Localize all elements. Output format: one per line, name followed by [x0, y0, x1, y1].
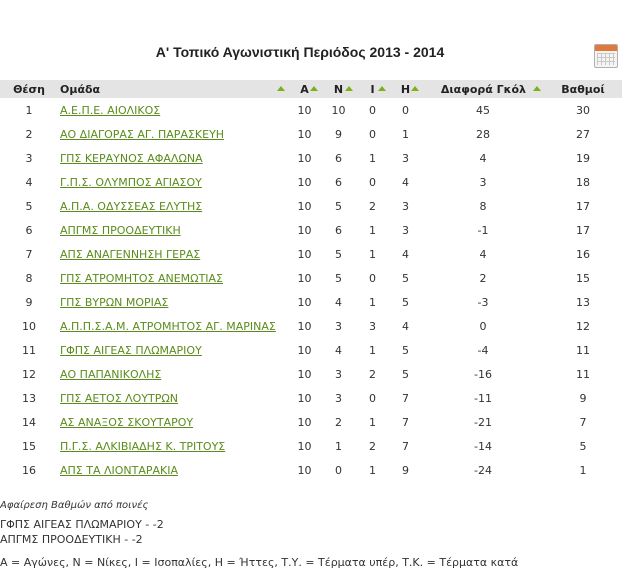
cell-goal-diff: 0	[479, 319, 487, 333]
column-header-wins[interactable]	[321, 80, 356, 98]
cell-draws: 1	[369, 415, 376, 429]
team-link[interactable]: ΑΠΣ ΑΝΑΓΕΝΝΗΣΗ ΓΕΡΑΣ	[60, 247, 201, 261]
cell-team	[58, 194, 288, 218]
cell-played: 10	[297, 247, 312, 261]
table-row	[0, 434, 622, 458]
column-header-losses[interactable]	[389, 80, 422, 98]
cell-points: 7	[579, 415, 587, 429]
cell-points: 12	[576, 319, 590, 333]
column-header-team-label: Ομάδα	[60, 82, 101, 96]
cell-goal-diff: -24	[474, 463, 492, 477]
cell-wins: 6	[335, 223, 342, 237]
cell-pos: 16	[22, 463, 36, 477]
cell-points: 17	[576, 223, 590, 237]
cell-goal-diff: -3	[477, 295, 489, 309]
cell-pos: 8	[25, 271, 33, 285]
cell-team	[58, 122, 288, 146]
cell-played: 10	[297, 199, 312, 213]
team-link[interactable]: ΑΟ ΔΙΑΓΟΡΑΣ ΑΓ. ΠΑΡΑΣΚΕΥΗ	[60, 127, 225, 141]
cell-goal-diff: 4	[479, 247, 487, 261]
sort-arrow-icon[interactable]	[345, 86, 353, 91]
team-link[interactable]: ΑΠΓΜΣ ΠΡΟΟΔΕΥΤΙΚΗ	[60, 223, 181, 237]
table-row	[0, 338, 622, 362]
standings-table	[0, 80, 622, 482]
sort-arrow-icon[interactable]	[277, 86, 285, 91]
table-row	[0, 170, 622, 194]
cell-losses: 0	[402, 103, 409, 117]
column-header-team[interactable]	[58, 80, 288, 98]
cell-played: 10	[297, 295, 312, 309]
cell-wins: 2	[335, 415, 342, 429]
team-link[interactable]: ΓΠΣ ΑΕΤΟΣ ΛΟΥΤΡΩΝ	[60, 391, 179, 405]
cell-wins: 0	[335, 463, 342, 477]
cell-pos: 15	[22, 439, 36, 453]
cell-draws: 2	[369, 199, 376, 213]
calendar-icon[interactable]	[594, 44, 618, 68]
cell-wins: 5	[335, 247, 342, 261]
table-row	[0, 458, 622, 482]
cell-wins: 4	[335, 343, 342, 357]
cell-losses: 3	[402, 223, 409, 237]
cell-pos: 9	[25, 295, 33, 309]
column-header-points[interactable]: Βαθμοί	[544, 80, 622, 98]
cell-team	[58, 290, 288, 314]
cell-losses: 4	[402, 319, 409, 333]
cell-wins: 10	[331, 103, 346, 117]
column-header-goal-diff-label: Διαφορά Γκόλ	[440, 82, 526, 96]
cell-team	[58, 458, 288, 482]
cell-wins: 1	[335, 439, 342, 453]
column-header-played[interactable]	[288, 80, 321, 98]
table-row	[0, 122, 622, 146]
cell-pos: 4	[25, 175, 33, 189]
cell-losses: 7	[402, 439, 409, 453]
team-link[interactable]: ΑΟ ΠΑΠΑΝΙΚΟΛΗΣ	[60, 367, 162, 381]
cell-losses: 3	[402, 199, 409, 213]
cell-points: 5	[579, 439, 587, 453]
cell-losses: 5	[402, 295, 409, 309]
cell-pos: 6	[25, 223, 33, 237]
table-row	[0, 266, 622, 290]
penalty-notes	[0, 500, 164, 548]
cell-losses: 3	[402, 151, 409, 165]
cell-goal-diff: 28	[476, 127, 490, 141]
cell-wins: 5	[335, 199, 342, 213]
table-row	[0, 362, 622, 386]
column-header-draws[interactable]	[356, 80, 389, 98]
team-link[interactable]: ΑΠΣ ΤΑ ΛΙΟΝΤΑΡΑΚΙΑ	[60, 463, 179, 477]
sort-arrow-icon[interactable]	[378, 86, 386, 91]
column-header-played-label: Α	[300, 82, 309, 96]
cell-goal-diff: 45	[476, 103, 490, 117]
cell-draws: 0	[369, 103, 376, 117]
table-row	[0, 242, 622, 266]
cell-draws: 2	[369, 367, 376, 381]
cell-pos: 13	[22, 391, 36, 405]
team-link[interactable]: Α.Π.Α. ΟΔΥΣΣΕΑΣ ΕΛΥΤΗΣ	[60, 199, 203, 213]
cell-pos: 2	[25, 127, 33, 141]
cell-played: 10	[297, 343, 312, 357]
cell-team	[58, 314, 288, 338]
penalty-note: ΑΠΓΜΣ ΠΡΟΟΔΕΥΤΙΚΗ - -2	[0, 533, 143, 546]
cell-wins: 3	[335, 367, 342, 381]
cell-draws: 2	[369, 439, 376, 453]
cell-draws: 1	[369, 151, 376, 165]
cell-losses: 4	[402, 175, 409, 189]
cell-played: 10	[297, 439, 312, 453]
cell-losses: 9	[402, 463, 409, 477]
cell-wins: 3	[335, 391, 342, 405]
cell-played: 10	[297, 319, 312, 333]
cell-played: 10	[297, 151, 312, 165]
cell-goal-diff: 4	[479, 151, 487, 165]
cell-losses: 5	[402, 271, 409, 285]
cell-points: 11	[576, 367, 590, 381]
penalty-notes-heading: Αφαίρεση Βαθμών από ποινές	[0, 500, 149, 511]
team-link[interactable]: Γ.Π.Σ. ΟΛΥΜΠΟΣ ΑΓΙΑΣΟΥ	[60, 175, 202, 189]
cell-played: 10	[297, 415, 312, 429]
cell-points: 1	[579, 463, 587, 477]
cell-played: 10	[297, 463, 312, 477]
cell-draws: 1	[369, 343, 376, 357]
cell-played: 10	[297, 367, 312, 381]
cell-team	[58, 146, 288, 170]
cell-losses: 5	[402, 367, 409, 381]
table-row	[0, 386, 622, 410]
cell-pos: 1	[25, 103, 33, 117]
cell-team	[58, 170, 288, 194]
column-header-losses-label: Η	[400, 82, 411, 96]
team-link[interactable]: ΓΠΣ ΑΤΡΟΜΗΤΟΣ ΑΝΕΜΩΤΙΑΣ	[60, 271, 224, 285]
team-link[interactable]: ΓΠΣ ΒΥΡΩΝ ΜΟΡΙΑΣ	[60, 295, 169, 309]
column-header-pos[interactable]: Θέση	[0, 80, 58, 98]
cell-draws: 1	[369, 463, 376, 477]
cell-pos: 11	[22, 343, 36, 357]
cell-team	[58, 386, 288, 410]
column-header-draws-label: Ι	[370, 82, 375, 96]
sort-arrow-icon[interactable]	[411, 86, 419, 91]
cell-pos: 12	[22, 367, 36, 381]
cell-pos: 10	[22, 319, 36, 333]
cell-goal-diff: 8	[479, 199, 487, 213]
cell-team	[58, 338, 288, 362]
cell-wins: 9	[335, 127, 342, 141]
cell-team	[58, 98, 288, 122]
cell-played: 10	[297, 271, 312, 285]
column-header-goal-diff[interactable]	[422, 80, 544, 98]
cell-team	[58, 266, 288, 290]
cell-pos: 3	[25, 151, 33, 165]
cell-goal-diff: -4	[477, 343, 489, 357]
cell-pos: 5	[25, 199, 33, 213]
table-row	[0, 290, 622, 314]
cell-draws: 1	[369, 223, 376, 237]
sort-arrow-icon[interactable]	[310, 86, 318, 91]
cell-goal-diff: -1	[477, 223, 489, 237]
cell-wins: 3	[335, 319, 342, 333]
cell-wins: 6	[335, 151, 342, 165]
cell-losses: 4	[402, 247, 409, 261]
cell-pos: 14	[22, 415, 36, 429]
cell-points: 16	[576, 247, 590, 261]
table-row	[0, 218, 622, 242]
table-row	[0, 98, 622, 122]
cell-pos: 7	[25, 247, 33, 261]
cell-draws: 0	[369, 271, 376, 285]
cell-draws: 3	[369, 319, 376, 333]
team-link[interactable]: Α.Ε.Π.Ε. ΑΙΟΛΙΚΟΣ	[60, 103, 161, 117]
team-link[interactable]: Α.Π.Π.Σ.Α.Μ. ΑΤΡΟΜΗΤΟΣ ΑΓ. ΜΑΡΙΝΑΣ	[60, 319, 276, 333]
table-row	[0, 410, 622, 434]
cell-goal-diff: 3	[479, 175, 487, 189]
cell-team	[58, 434, 288, 458]
cell-wins: 5	[335, 271, 342, 285]
cell-team	[58, 410, 288, 434]
team-link[interactable]: Π.Γ.Σ. ΑΛΚΙΒΙΑΔΗΣ Κ. ΤΡΙΤΟΥΣ	[60, 439, 226, 453]
cell-team	[58, 242, 288, 266]
table-row	[0, 146, 622, 170]
cell-points: 19	[576, 151, 590, 165]
cell-draws: 1	[369, 247, 376, 261]
sort-arrow-icon[interactable]	[533, 86, 541, 91]
cell-wins: 6	[335, 175, 342, 189]
cell-losses: 7	[402, 415, 409, 429]
column-header-wins-label: Ν	[333, 82, 344, 96]
cell-points: 15	[576, 271, 590, 285]
cell-points: 17	[576, 199, 590, 213]
cell-losses: 1	[402, 127, 409, 141]
cell-played: 10	[297, 103, 312, 117]
cell-goal-diff: 2	[479, 271, 487, 285]
cell-points: 9	[579, 391, 587, 405]
cell-played: 10	[297, 175, 312, 189]
cell-goal-diff: -21	[474, 415, 492, 429]
cell-goal-diff: -11	[474, 391, 492, 405]
cell-played: 10	[297, 223, 312, 237]
cell-draws: 0	[369, 175, 376, 189]
cell-points: 11	[576, 343, 590, 357]
cell-points: 27	[576, 127, 590, 141]
cell-draws: 1	[369, 295, 376, 309]
cell-draws: 0	[369, 391, 376, 405]
cell-goal-diff: -16	[474, 367, 492, 381]
page-title: Α' Τοπικό Αγωνιστική Περιόδος 2013 - 2014	[155, 44, 445, 60]
cell-losses: 7	[402, 391, 409, 405]
cell-wins: 4	[335, 295, 342, 309]
team-link[interactable]: ΓΦΠΣ ΑΙΓΕΑΣ ΠΛΩΜΑΡΙΟΥ	[60, 343, 202, 357]
table-header-row	[0, 80, 622, 98]
cell-losses: 5	[402, 343, 409, 357]
table-row	[0, 194, 622, 218]
team-link[interactable]: ΑΣ ΑΝΑΞΟΣ ΣΚΟΥΤΑΡΟΥ	[60, 415, 194, 429]
cell-team	[58, 362, 288, 386]
cell-team	[58, 218, 288, 242]
table-row	[0, 314, 622, 338]
cell-points: 30	[576, 103, 590, 117]
abbreviation-legend: Α = Αγώνες, Ν = Νίκες, Ι = Ισοπαλίες, Η = Ήττες, Τ.Υ. = Τέρματα υπέρ, Τ.Κ. = Τέρματα κατά	[0, 556, 519, 569]
cell-played: 10	[297, 391, 312, 405]
cell-draws: 0	[369, 127, 376, 141]
cell-played: 10	[297, 127, 312, 141]
cell-goal-diff: -14	[474, 439, 492, 453]
cell-points: 18	[576, 175, 590, 189]
penalty-note: ΓΦΠΣ ΑΙΓΕΑΣ ΠΛΩΜΑΡΙΟΥ - -2	[0, 518, 164, 531]
cell-points: 13	[576, 295, 590, 309]
team-link[interactable]: ΓΠΣ ΚΕΡΑΥΝΟΣ ΑΦΑΛΩΝΑ	[60, 151, 203, 165]
